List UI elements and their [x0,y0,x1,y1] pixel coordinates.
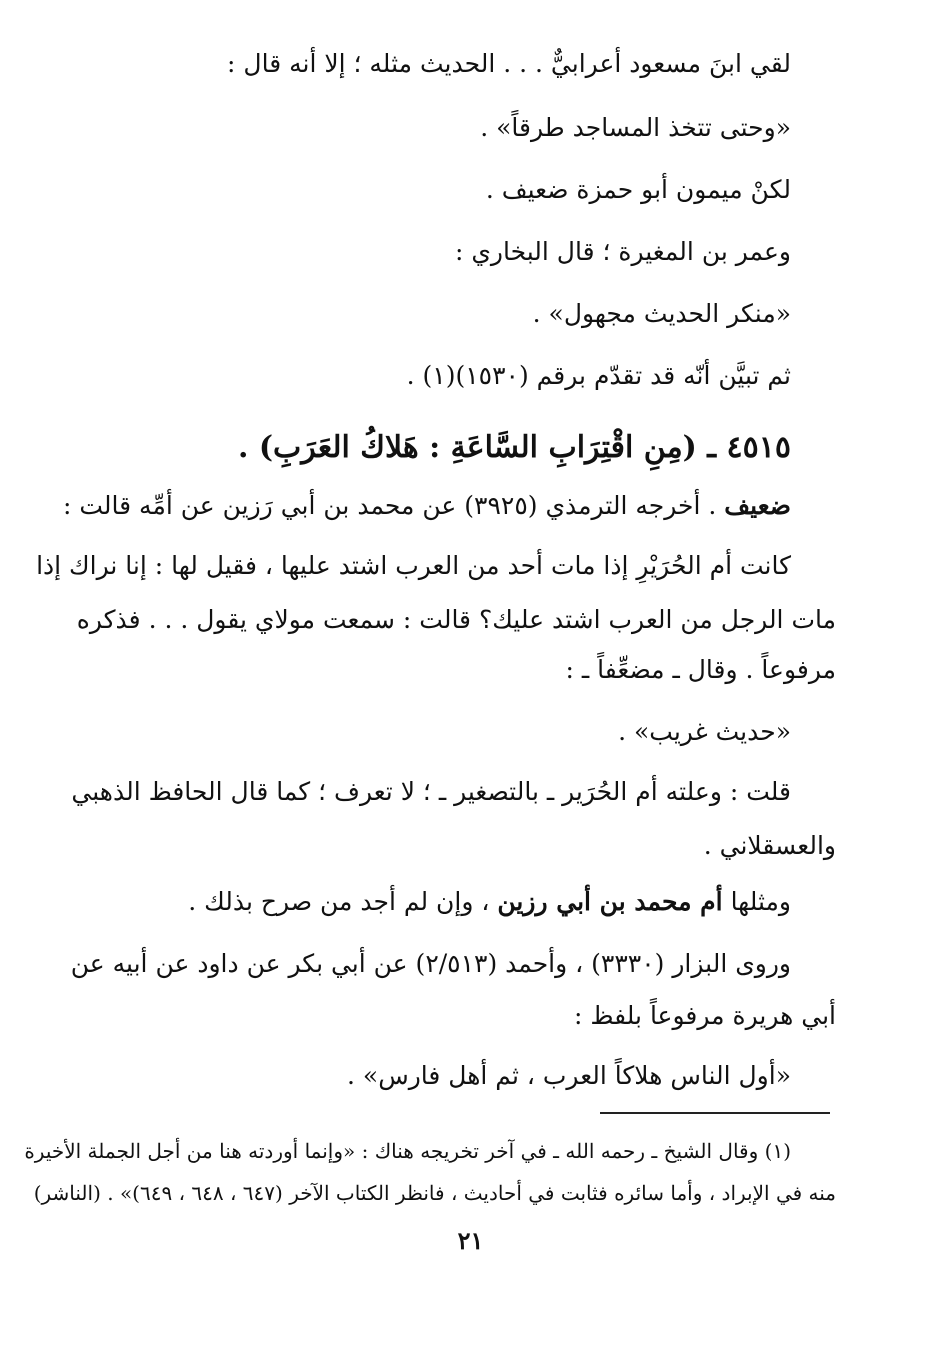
paragraph-line [0,882,941,922]
paragraph-line: مرفوعاً . وقال ـ مضعِّفاً ـ : [565,655,836,684]
footnote-divider [600,1112,830,1114]
quote-line: «حديث غريب» . [618,717,791,746]
narrator-name: أم محمد بن أبي رزين [497,887,723,916]
paragraph-line: أبي هريرة مرفوعاً بلفظ : [574,1001,836,1030]
text-span: ، وإن لم أجد من صرح بذلك . [188,887,490,916]
grading-line [0,486,941,526]
text-line: لكنْ ميمون أبو حمزة ضعيف . [485,175,791,204]
quote-line: «منكر الحديث مجهول» . [532,299,791,328]
text-line: لقي ابنَ مسعود أعرابيٌّ . . . الحديث مثله ؛ إلا أنه قال : [227,49,791,78]
quote-line: «وحتى تتخذ المساجد طرقاً» . [480,113,791,142]
paragraph-line: وروى البزار (٣٣٣٠) ، وأحمد (٢/٥١٣) عن أبي بكر عن داود عن أبيه عن [70,949,791,978]
text-line: وعمر بن المغيرة ؛ قال البخاري : [454,237,791,266]
paragraph-line: مات الرجل من العرب اشتد عليك؟ قالت : سمعت مولاي يقول . . . فذكره [76,605,836,634]
quote-line: «أول الناس هلاكاً العرب ، ثم أهل فارس» . [347,1061,791,1090]
text-span: ومثلها [730,887,791,916]
footnote-line: منه في الإبراد ، وأما سائره فثابت في أحاديث ، فانظر الكتاب الآخر (٦٤٧ ، ٦٤٨ ، ٦٤٩)» . (الناشر) [33,1181,836,1205]
page-number: ٢١ [457,1226,484,1255]
footnote-line: (١) وقال الشيخ ـ رحمه الله ـ في آخر تخريجه هناك : «وإنما أوردته هنا من أجل الجملة الأخيرة [24,1139,791,1163]
grading-label: ضعيف [724,491,791,520]
paragraph-line: قلت : وعلته أم الحُرَير ـ بالتصغير ـ ؛ لا تعرف ؛ كما قال الحافظ الذهبي [71,777,791,806]
paragraph-line: والعسقلاني . [703,831,836,860]
paragraph-line: كانت أم الحُرَيْرِ إذا مات أحد من العرب اشتد عليها ، فقيل لها : إنا نراك إذا [36,551,791,580]
grading-text: . أخرجه الترمذي (٣٩٢٥) عن محمد بن أبي رَزين عن أمِّه قالت : [62,491,717,520]
text-line: ثم تبيَّن أنّه قد تقدّم برقم (١٥٣٠)(١) . [406,361,791,390]
hadith-heading: ٤٥١٥ ـ (مِنِ اقْتِرَابِ السَّاعَةِ : هَلاكُ العَرَبِ) . [237,430,791,465]
